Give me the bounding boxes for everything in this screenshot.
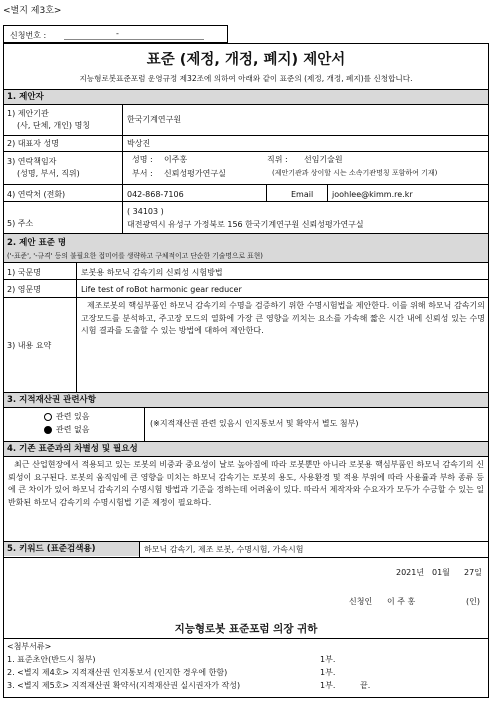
recipient: 지능형로봇 표준포럼 의장 귀하	[174, 623, 318, 635]
attachment-count: 1부.	[320, 681, 336, 690]
option-yes[interactable]	[44, 411, 89, 422]
postal-code[interactable]: ( 34103 )	[127, 207, 164, 216]
address-value[interactable]: 대전광역시 유성구 가정북로 156 한국기계연구원 신뢰성평가연구실	[127, 220, 364, 229]
page-title: 표준 (제정, 개정, 폐지) 제안서	[146, 52, 346, 68]
application-number-box	[3, 25, 228, 43]
date-year[interactable]: 2021년	[396, 568, 425, 577]
summary-text[interactable]: 제조로봇의 핵심부품인 하모닉 감속기의 수명을 검증하기 위한 수명시험법을 제안한다. 이를 위해 하모닉 감속기의 고장모드를 분석하고, 주고장 모드의 열화에 가장 큰 영향을 끼치는 요소를 가속해 짧은 시간 내에 신뢰성 있는 수명시험 결과를 도출할 수 있는 방법에 대하여 제안한다.	[81, 301, 485, 336]
position-value[interactable]: 선임기술원	[304, 155, 343, 164]
name-value[interactable]: 이주홍	[164, 155, 188, 164]
org-label-1: 1) 제안기관	[7, 109, 49, 118]
form-number: <별지 제3호>	[3, 6, 62, 16]
section2-heading: 2. 제안 표준 명	[7, 238, 67, 248]
phone-label: 4) 연락처 (전화)	[7, 190, 66, 199]
attachment-count: 1부.	[320, 668, 336, 677]
attachment-count: 1부.	[320, 655, 336, 664]
application-number-field[interactable]	[64, 30, 204, 40]
attachment-item: 3. <별지 제5호> 지적재산권 확약서(지적재산권 실시권자가 작성)	[7, 681, 241, 690]
section3-heading: 3. 지적재산권 관련사항	[4, 393, 488, 407]
date-day[interactable]: 27일	[464, 568, 482, 577]
application-number-value: -	[116, 29, 119, 38]
kr-value[interactable]: 로봇용 하모닉 감속기의 신뢰성 시험방법	[81, 268, 223, 277]
proposal-form	[3, 43, 489, 698]
email-value[interactable]: joohlee@kimm.re.kr	[332, 190, 413, 199]
en-value[interactable]: Life test of roBot harmonic gear reducer	[81, 285, 242, 294]
rep-label: 2) 대표자 성명	[7, 139, 59, 148]
radio-yes-icon[interactable]	[44, 413, 52, 421]
email-label: Email	[291, 190, 314, 199]
phone-value[interactable]: 042-868-7106	[127, 190, 184, 199]
option-no[interactable]	[44, 424, 89, 435]
option-yes-label: 관련 있음	[56, 412, 90, 421]
contact-label-2: (성명, 부서, 직위)	[17, 169, 80, 178]
attachment-item: 1. 표준초안(반드시 첨부)	[7, 655, 96, 664]
application-number-label: 신청번호 :	[10, 31, 47, 40]
date-month[interactable]: 01월	[432, 568, 450, 577]
intro-text: 지능형로봇표준포럼 운영규정 제32조에 의하여 아래와 같이 표준의 (제정, 개정, 폐지)를 신청합니다.	[79, 74, 413, 83]
applicant-seal: (인)	[466, 597, 480, 606]
section4-text[interactable]: 최근 산업현장에서 적용되고 있는 로봇의 비중과 중요성이 날로 높아짐에 따라 로봇뿐만 아니라 로봇용 핵심부품인 하모닉 감속기의 신뢰성이 요구된다. 로봇의 움직임에 큰 영향을 미치는 하모닉 감속기는 로봇의 용도, 사용환경 및 적용 부위에 따라 사용률과 부하 종류 등에 큰 차이가 있어 하모닉 감속기의 수명시험 방법과 기준을 정하는데 어려움이 있다. 따라서 제작자와 수요자가 모두가 수긍할 수 있는 일반화된 하모닉 감속기의 수명시험법 기준 제정이 필요하다.	[8, 460, 484, 507]
radio-no-icon[interactable]	[44, 426, 52, 434]
summary-label: 3) 내용 요약	[7, 341, 52, 350]
kr-label: 1) 국문명	[7, 268, 41, 277]
contact-label-1: 3) 연락책임자	[7, 157, 57, 166]
dept-label: 부서 :	[132, 169, 153, 178]
section2-header	[4, 234, 488, 262]
address-label: 5) 주소	[7, 219, 34, 228]
section1-heading: 1. 제안자	[4, 90, 488, 104]
attachment-item: 2. <별지 제4호> 지적재산권 인지통보서 (인지한 경우에 한함)	[7, 668, 228, 677]
dept-note: (제안기관과 상이할 시는 소속기관명칭 포함하여 기재)	[272, 169, 438, 177]
en-label: 2) 영문명	[7, 285, 41, 294]
section4-heading: 4. 기존 표준과의 차별성 및 필요성	[4, 442, 488, 456]
rep-value[interactable]: 박상진	[127, 139, 151, 148]
section5-heading: 5. 키워드 (표준검색용)	[4, 542, 139, 556]
keywords-value[interactable]: 하모닉 감속기, 제조 로봇, 수명시험, 가속시험	[144, 545, 304, 554]
attachments-heading: <첨부서류>	[7, 642, 52, 651]
org-label-2: (사, 단체, 개인) 명칭	[17, 121, 91, 130]
section2-note: ('-표준', '-규격' 등의 불필요한 접미어를 생략하고 구체적이고 단순한 기술명으로 표현)	[7, 252, 263, 260]
dept-value[interactable]: 신뢰성평가연구실	[164, 169, 226, 178]
applicant-name[interactable]: 이 주 홍	[387, 597, 416, 606]
section3-note: (※지적재산권 관련 있음시 인지통보서 및 확약서 별도 첨부)	[150, 419, 359, 428]
attachment-end: 끝.	[360, 681, 371, 690]
option-no-label: 관련 없음	[56, 425, 90, 434]
org-value[interactable]: 한국기계연구원	[127, 115, 182, 124]
position-label: 직위 :	[267, 155, 288, 164]
applicant-label: 신청인	[349, 597, 373, 606]
name-label: 성명 :	[132, 155, 153, 164]
